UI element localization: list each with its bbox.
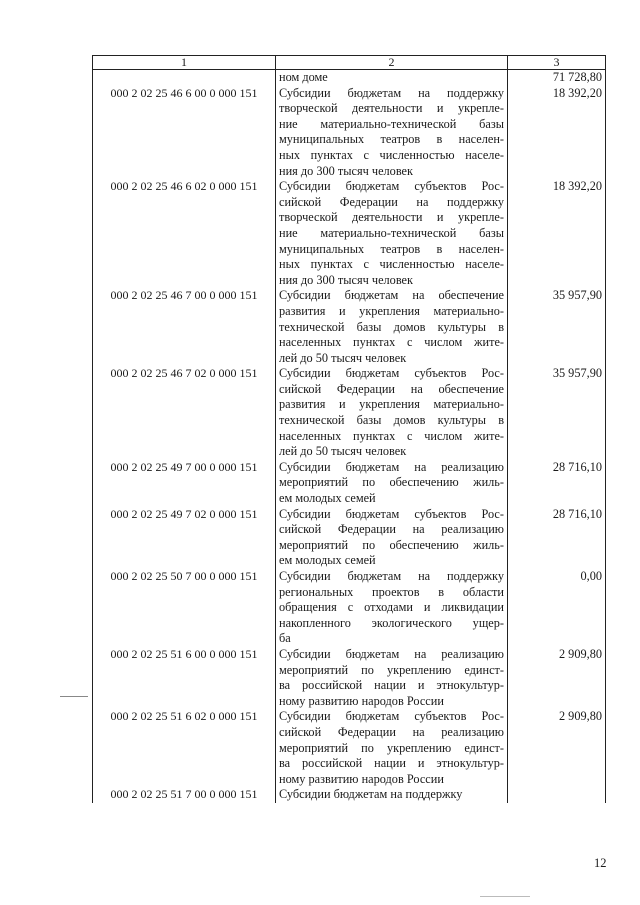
- amount: 71 728,80: [508, 70, 606, 86]
- header-col-2: 2: [276, 56, 508, 70]
- description-line: региональных проектов в области: [279, 584, 504, 599]
- description-line: мероприятий по обеспечению жиль-: [279, 475, 504, 490]
- description-line: сийской Федерации на реализацию: [279, 522, 504, 537]
- table-row: [93, 366, 606, 460]
- table-row: [93, 86, 606, 180]
- table-row: [93, 460, 606, 507]
- description-line: ва российской нации и этнокультур-: [279, 756, 504, 771]
- header-col-3: 3: [508, 56, 606, 70]
- budget-code: 000 2 02 25 50 7 00 0 000 151: [93, 569, 276, 647]
- table-row: [93, 507, 606, 569]
- description: [276, 569, 508, 647]
- description-line: сийской Федерации на реализацию: [279, 724, 504, 739]
- description-line: технической базы домов культуры в: [279, 319, 504, 334]
- table-row: [93, 179, 606, 288]
- description-line: ние материально-технической базы: [279, 225, 504, 240]
- description: [276, 70, 508, 86]
- amount: 35 957,90: [508, 288, 606, 366]
- description-line: ному развитию народов России: [279, 771, 444, 786]
- description-line: муниципальных театров в населен-: [279, 132, 504, 147]
- header-row: [93, 56, 606, 70]
- amount: 28 716,10: [508, 507, 606, 569]
- budget-table: [92, 55, 606, 803]
- budget-code: 000 2 02 25 51 6 00 0 000 151: [93, 647, 276, 709]
- description-line: ние материально-технической базы: [279, 116, 504, 131]
- description-line: Субсидии бюджетам на поддержку: [279, 85, 504, 100]
- description-line: развития и укрепления материально-: [279, 303, 504, 318]
- description-line: населенных пунктах с числом жите-: [279, 335, 504, 350]
- description-line: Субсидии бюджетам субъектов Рос-: [279, 506, 504, 521]
- description-line: Субсидии бюджетам субъектов Рос-: [279, 366, 504, 381]
- description: [276, 86, 508, 180]
- description: [276, 647, 508, 709]
- amount: 28 716,10: [508, 460, 606, 507]
- description-line: ному развитию народов России: [279, 693, 444, 708]
- description-line: ных пунктах с численностью населе-: [279, 147, 504, 162]
- description: [276, 787, 508, 803]
- description-line: Субсидии бюджетам на обеспечение: [279, 288, 504, 303]
- budget-code: 000 2 02 25 51 7 00 0 000 151: [93, 787, 276, 803]
- table-row: [93, 288, 606, 366]
- description: [276, 709, 508, 787]
- description-line: населенных пунктах с числом жите-: [279, 428, 504, 443]
- amount: 35 957,90: [508, 366, 606, 460]
- description-line: ем молодых семей: [279, 491, 376, 506]
- description-line: ном доме: [279, 70, 328, 84]
- description-line: мероприятий по обеспечению жиль-: [279, 537, 504, 552]
- description: [276, 179, 508, 288]
- budget-code: 000 2 02 25 46 7 00 0 000 151: [93, 288, 276, 366]
- description-line: Субсидии бюджетам на поддержку: [279, 787, 463, 802]
- table-row: [93, 709, 606, 787]
- budget-code: 000 2 02 25 46 6 02 0 000 151: [93, 179, 276, 288]
- description-line: ния до 300 тысяч человек: [279, 163, 413, 178]
- margin-mark: [60, 696, 88, 697]
- page-number: 12: [594, 856, 607, 870]
- table-row: [93, 569, 606, 647]
- budget-code: 000 2 02 25 46 6 00 0 000 151: [93, 86, 276, 180]
- description-line: творческой деятельности и укрепле-: [279, 101, 504, 116]
- description-line: ва российской нации и этнокультур-: [279, 678, 504, 693]
- description-line: сийской Федерации на поддержку: [279, 194, 504, 209]
- description-line: мероприятий по укреплению единст-: [279, 740, 504, 755]
- amount: [508, 787, 606, 803]
- description-line: Субсидии бюджетам на реализацию: [279, 646, 504, 661]
- budget-code: 000 2 02 25 49 7 02 0 000 151: [93, 507, 276, 569]
- table-row: [93, 70, 606, 86]
- description-line: творческой деятельности и укрепле-: [279, 210, 504, 225]
- description-line: Субсидии бюджетам субъектов Рос-: [279, 179, 504, 194]
- bottom-mark: [480, 896, 530, 897]
- amount: 18 392,20: [508, 179, 606, 288]
- budget-code: [93, 70, 276, 86]
- description-line: Субсидии бюджетам на реализацию: [279, 459, 504, 474]
- description-line: технической базы домов культуры в: [279, 413, 504, 428]
- header-col-1: 1: [93, 56, 276, 70]
- description-line: ем молодых семей: [279, 553, 376, 568]
- description: [276, 288, 508, 366]
- table-row: [93, 647, 606, 709]
- description-line: муниципальных театров в населен-: [279, 241, 504, 256]
- budget-code: 000 2 02 25 49 7 00 0 000 151: [93, 460, 276, 507]
- description-line: развития и укрепления материально-: [279, 397, 504, 412]
- amount: 2 909,80: [508, 709, 606, 787]
- description-line: накопленного экологического ущер-: [279, 615, 504, 630]
- description: [276, 366, 508, 460]
- description-line: ных пунктах с численностью населе-: [279, 257, 504, 272]
- budget-code: 000 2 02 25 46 7 02 0 000 151: [93, 366, 276, 460]
- table-row: [93, 787, 606, 803]
- description-line: лей до 50 тысяч человек: [279, 350, 407, 365]
- amount: 0,00: [508, 569, 606, 647]
- description-line: ба: [279, 631, 291, 646]
- budget-code: 000 2 02 25 51 6 02 0 000 151: [93, 709, 276, 787]
- amount: 2 909,80: [508, 647, 606, 709]
- description-line: сийской Федерации на обеспечение: [279, 381, 504, 396]
- description-line: мероприятий по укреплению единст-: [279, 662, 504, 677]
- description-line: ния до 300 тысяч человек: [279, 272, 413, 287]
- table-body: [93, 70, 606, 803]
- description: [276, 507, 508, 569]
- description-line: Субсидии бюджетам на поддержку: [279, 569, 504, 583]
- description: [276, 460, 508, 507]
- description-line: лей до 50 тысяч человек: [279, 444, 407, 459]
- description-line: обращения с отходами и ликвидации: [279, 600, 504, 615]
- description-line: Субсидии бюджетам субъектов Рос-: [279, 709, 504, 724]
- amount: 18 392,20: [508, 86, 606, 180]
